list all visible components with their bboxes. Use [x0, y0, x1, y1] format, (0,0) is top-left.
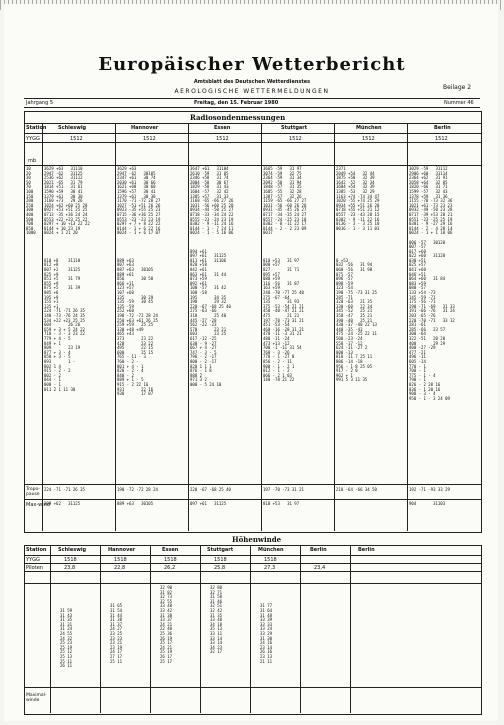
issue-date: Freitag, den 15. Februar 1980 [194, 100, 279, 106]
hw-time-1: 1518 [64, 557, 77, 563]
tropo-schleswig: 224 -71 -71 26 35 [44, 487, 85, 492]
hw-pilot-4: 25,8 [214, 565, 226, 571]
rule [188, 123, 189, 531]
section-vertical-label [26, 428, 32, 430]
hw-station-stuttgart: Stuttgart [207, 547, 234, 553]
tropo-berlin: 192 -71 -93 33 29 [409, 487, 450, 492]
rule [50, 545, 51, 713]
station-essen: Essen [214, 125, 231, 131]
document-title: Europäischer Wetterbericht [98, 54, 406, 75]
rule [100, 545, 101, 713]
rule [261, 123, 262, 531]
rule [24, 687, 482, 688]
maxwind-hannover: 889 +63 30105 [117, 501, 154, 506]
time-schleswig: 1512 [70, 136, 83, 142]
data-column-berlin: 3029 -59 31112 2906 +60 31114 2364 +62 31 91 2058 +64 32 85 1820 -66 31 71 1599 -57 32 43 1378 +59 31 36 1155 -70 -73 32 36 1021 +61 -73 23 23 0932 -49 -50 23 28 0717 -39 +53 28 21 0551 -23 -25 25 19 0301 - 9 -27 29 16 0144 - 2 - 4 28 14 0024 - 1 + 1 10 06 006 -57 30120 007 -57 017 +60 022 +60 31120 030 +51 025 +57 041 +60 046 +51 064 +60 31 84 083 +59 080 -57 133 +54 -73 145 -59 -71 175 -56 -71 190 -71 -69 31 33 191 -66 -76 31 24 203 -65 -76 220 -70 -71 33 12 281 -61 285 -66 23 57 300 -64 322 -51 20 20 400 29 29 400 -27 -29 477 -21 496 -11 605 -14 770 - 1 700 - 1 775 - 1 - 4 790 - 1 826 - 2 20 16 836 - 1 20 16 908 - 3 - 4 950 - 1 - 3 24 09 [409, 166, 455, 401]
station-stuttgart: Stuttgart [281, 125, 308, 131]
hw-pilot-label: Piloten [26, 565, 43, 571]
maxwind-stuttgart: 810 +53 31 97 [263, 501, 300, 506]
hw-station-muenchen: München [258, 547, 284, 553]
maxwind-essen: 097 +61 31125 [190, 501, 227, 506]
tropo-muenchen: 218 -64 -66 34 50 [336, 487, 377, 492]
hw-column-1: 31 59 31 43 31 35 31 31 31 24 24 55 24 32 25 23 25 19 25 12 25 13 25 11 26 11 [60, 607, 73, 669]
hw-column-5: 31 77 31 64 31 48 33 39 33 33 33 24 33 29 31 30 24 16 23 14 26 16 23 13 21 11 [260, 603, 273, 664]
hw-station-essen: Essen [162, 547, 179, 553]
supplement-label: Beilage 2 [443, 84, 472, 91]
tropo-stuttgart: 197 -70 -73 31 21 [263, 487, 304, 492]
time-muenchen: 1512 [362, 136, 375, 142]
issue-number: Nummer 46 [444, 100, 474, 106]
subtitle: AEROLOGISCHE WETTERMELDUNGEN [174, 88, 330, 95]
data-column-stuttgart: 3665 -59 31 97 3074 -59 32 75 2364 -59 31 34 2092 -58 31 94 1848 -57 31 35 1605 -55 32 28 1387 -57 32 26 1159 -65 -66 27 27 1031 -56 -60 26 28 0931 -45 -45 26 27 0717 -34 -35 24 27 0557 -24 -25 23 18 0302 - 8 -11 22 17 0144 - 2 - 2 23 09 0017 810 +53 31 97 000 +57 827 31 71 095 +57 080 +59 116 -56 31 87 163 +59 240 -70 -77 25 40 275 -67 -64 135 31 93 375 -53 -54 21 21 450 -40 -47 21 21 475 21 21 197 -70 -73 31 21 451 -53 -54 460 -16 -28 31 21 470 -11 -3 31 21 480 -11 -24 473 +13 -12 700 -1 -11 31 54 760 - 3 -26 770 - 1 -27 8 856 - 2 - 11 900 - 1 - 2 1 012 - 1 - 2 066 - 2 1 03 140 -78 21 22 [263, 166, 307, 383]
hw-time-5: 1518 [264, 557, 277, 563]
hw-pilot-3: 26,2 [164, 565, 176, 571]
station-schleswig: Schleswig [58, 125, 87, 131]
time-essen: 1512 [216, 136, 229, 142]
station-berlin: Berlin [434, 125, 451, 131]
maxwind-schleswig: 209 +62 31125 [44, 501, 81, 506]
rule [24, 583, 482, 584]
pressure-levels: 10 20 30 50 70 100 150 200 250 300 400 500 700 850 1000 [26, 166, 36, 236]
data-column-muenchen: 2371 2049 +54 32 44 1875 +50 32 39 1642 -52 32 34 1604 +54 32 39 1385 -53 32 29 1163 +74 -74 34 47 1020 -55 +74 25 29 0934 +55 +51 26 20 0718 +55 +51 21 12 0557 -23 -43 20 15 0302 - 9 -11 22 16 0136 - 3 - 3 25 10 0016 - 1 - 3 11 03 0 +53 032 -56 31 94 060 -56 31 98 075 -57 096 -57 098 -59 123 -54 190 -75 -73 31 25 285 -71 320 -63 21 35 330 -60 22 34 345 -52 25 21 350 -47 25 21 390 -40 25 21 430 -37 -40 22 13 440 -35 -43 475 -24 -25 22 11 500 -23 -24 558 -17 -12 624 -11 -27 2 800 -13 818 -11 7 25 11 886 -14 -18 956 - 1 8 25 05 917 - 2 0 962 + 1 991 5 3 11 35 [336, 166, 380, 383]
hw-pilot-2: 22,8 [114, 565, 126, 571]
hw-station-hannover: Hannover [108, 547, 136, 553]
hw-time-2: 1518 [114, 557, 127, 563]
hw-pilot-1: 23,8 [64, 565, 76, 571]
time-berlin: 1512 [435, 136, 448, 142]
rule [300, 545, 301, 713]
hw-station-berlin: Berlin [310, 547, 327, 553]
rule [24, 499, 482, 500]
hw-time-3: 1518 [164, 557, 177, 563]
hoehenwinde-title: Höhenwinde [232, 535, 282, 544]
rule [407, 123, 408, 531]
hw-column-2: 31 65 31 54 31 44 31 38 31 37 24 27 23 25 23 23 23 21 23 19 24 17 27 17 25 11 [110, 603, 123, 664]
hw-maxwind-label: Maximal-winde [26, 693, 47, 703]
rule [150, 545, 151, 713]
hw-station-berlin-2: Berlin [358, 547, 375, 553]
hw-time-4: 1518 [214, 557, 227, 563]
station-hannover: Hannover [131, 125, 159, 131]
hw-station-schleswig: Schleswig [58, 547, 87, 553]
rule [250, 545, 251, 713]
publisher-line: Amtsblatt des Deutschen Wetterdienstes [193, 79, 311, 85]
rule [24, 484, 482, 485]
hw-column-3: 32 90 31 82 32 73 32 55 33 48 33 42 31 38 33 37 24 21 22 40 25 36 26 19 25 17 24 21 25 19 26 17 25 17 [160, 585, 173, 664]
hw-yygg-label: YYGG [26, 557, 40, 563]
rule [24, 133, 482, 134]
rule [24, 571, 482, 572]
hw-station-label: Station [26, 547, 47, 553]
hw-column-4: 32 80 32 71 31 58 31 46 32 51 32 42 31 35 33 48 34 18 35 13 33 11 33 14 33 14 34 23 32 17 [210, 585, 223, 655]
rule [24, 563, 482, 564]
radiosonde-title: Radiosondenmessungen [190, 113, 286, 122]
rule [200, 545, 201, 713]
rule [24, 142, 482, 143]
rule [334, 123, 335, 531]
station-label: Station [26, 125, 47, 131]
yygg-label: YYGG [26, 136, 40, 142]
rule [24, 555, 482, 556]
station-muenchen: München [356, 125, 382, 131]
mb-label: mb [28, 158, 37, 164]
time-stuttgart: 1512 [289, 136, 302, 142]
volume: Jahrgang 5 [26, 100, 54, 106]
maxwind-berlin: 904 31103 [409, 501, 446, 506]
tropopause-label: Tropo-pause [26, 487, 40, 497]
issue-bar [24, 98, 480, 108]
rule [42, 123, 43, 531]
data-column-hannover: 3629 +63 2947 -62 30105 2347 +61 30 74 2030 +61 30 66 1621 +60 30 60 1596 +57 30 41 1379 +61 30 30 1170 -71 -72 28 27 1027 -51 +51 26 26 0923 -35 +55 25 23 0715 -36 +36 25 27 0553 -23 -23 23 19 0297 + 7 + 8 22 22 0144 - 1 + 6 22 16 0024 - 1 + 6 17 07 889 +63 807 +63 887 +63 30105 889 +61 856 30 50 866 +11 123 +57 107 +60 135 30 29 135 -59 30 45 135 -59 252 +60 190 -72 -72 28 24 250 +63 +61 26 25 259 +59 25 25 330 +48 +49 465 +43 373 23 22 420 23 22 495 22 15 600 25 15 765 - 11 - 3 760 - 2 - 801 + 4 - 1 820 - 2 - 4 840 - 2 889 + 1 - 5 915 - 2 22 16 931 22 16 938 17 07 [117, 166, 161, 397]
rule [24, 123, 482, 124]
data-column-essen: 3647 +61 31104 2610 -59 31 85 2346 +58 31 74 2004 -58 30 67 1829 -58 31 43 1604 -57 32 42 1385 +57 31 33 1168 -65 -66 27 26 1031 -56 +60 25 20 0934 -44 -50 25 27 0718 -33 -34 24 22 0555 -23 -24 23 19 0302 - 9 -11 24 16 0144 - 1 - 7 24 11 0024 - 1 - 5 16 06 894 +61 097 +61 31125 811 +61 31106 820 +58 842 +61 863 +61 31 44 073 +59 092 +61 100 -57 31 42 100 -58 195 34 35 190 29 32 220 -67 -68 25 40 275 -63 -66 310 25 40 445 -27 -28 562 -22 -23 570 23 21 603 23 25 617 -12 -25 630 - 9 -27 667 + 4 -27 747 - 3 - 5 796 - 2 -17 800 - 2 -17 820 1 1 1 876 - 1 8 888 2 971 3 2 008 - 5 24 10 [190, 166, 234, 387]
time-hannover: 1512 [143, 136, 156, 142]
hw-pilot-6: 23,4 [314, 565, 326, 571]
maxwind-label: Max-wind [26, 502, 50, 508]
rule [115, 123, 116, 531]
data-column-schleswig: 3629 +63 31110 2947 -62 31125 2536 +62 31112 2021 -65 31 79 1814 +51 31 61 1590 +59 30 41 1379 +61 30 30 1160 +73 29 26 1024 +62 +60 25 20 0927 +51 +51 25 25 0713 -35 +36 24 24 0553 +22 +23 25 22 0297 + 10 +13 22 22 0144 + 10 23 19 0024 + 1 21 20 810 +8 31110 812 +8 807 +2 31125 825 +9 851 +5 31 79 855 +9 875 +5 31 39 885 +6 195 +9 155 +1 135 +1 224 -71 -71 26 35 140 -73 -76 24 35 534 +22 +23 25 25 604 26 26 659 + 3 + 5 24 22 718 - 3 - 3 23 22 779 + 4 - 5 849 + 1 809 23 19 877 + 3 - 4 858 + 3 - 5 893 1 - 802 1 4 915 - 2 - 2 002 - 2 044 - 1 008 - 1 011 2 1 11 30 [44, 166, 90, 392]
tropo-hannover: 190 -72 -72 28 24 [117, 487, 158, 492]
rule [350, 545, 351, 713]
tropo-essen: 220 -67 -68 25 40 [190, 487, 231, 492]
hw-pilot-5: 27,3 [264, 565, 276, 571]
